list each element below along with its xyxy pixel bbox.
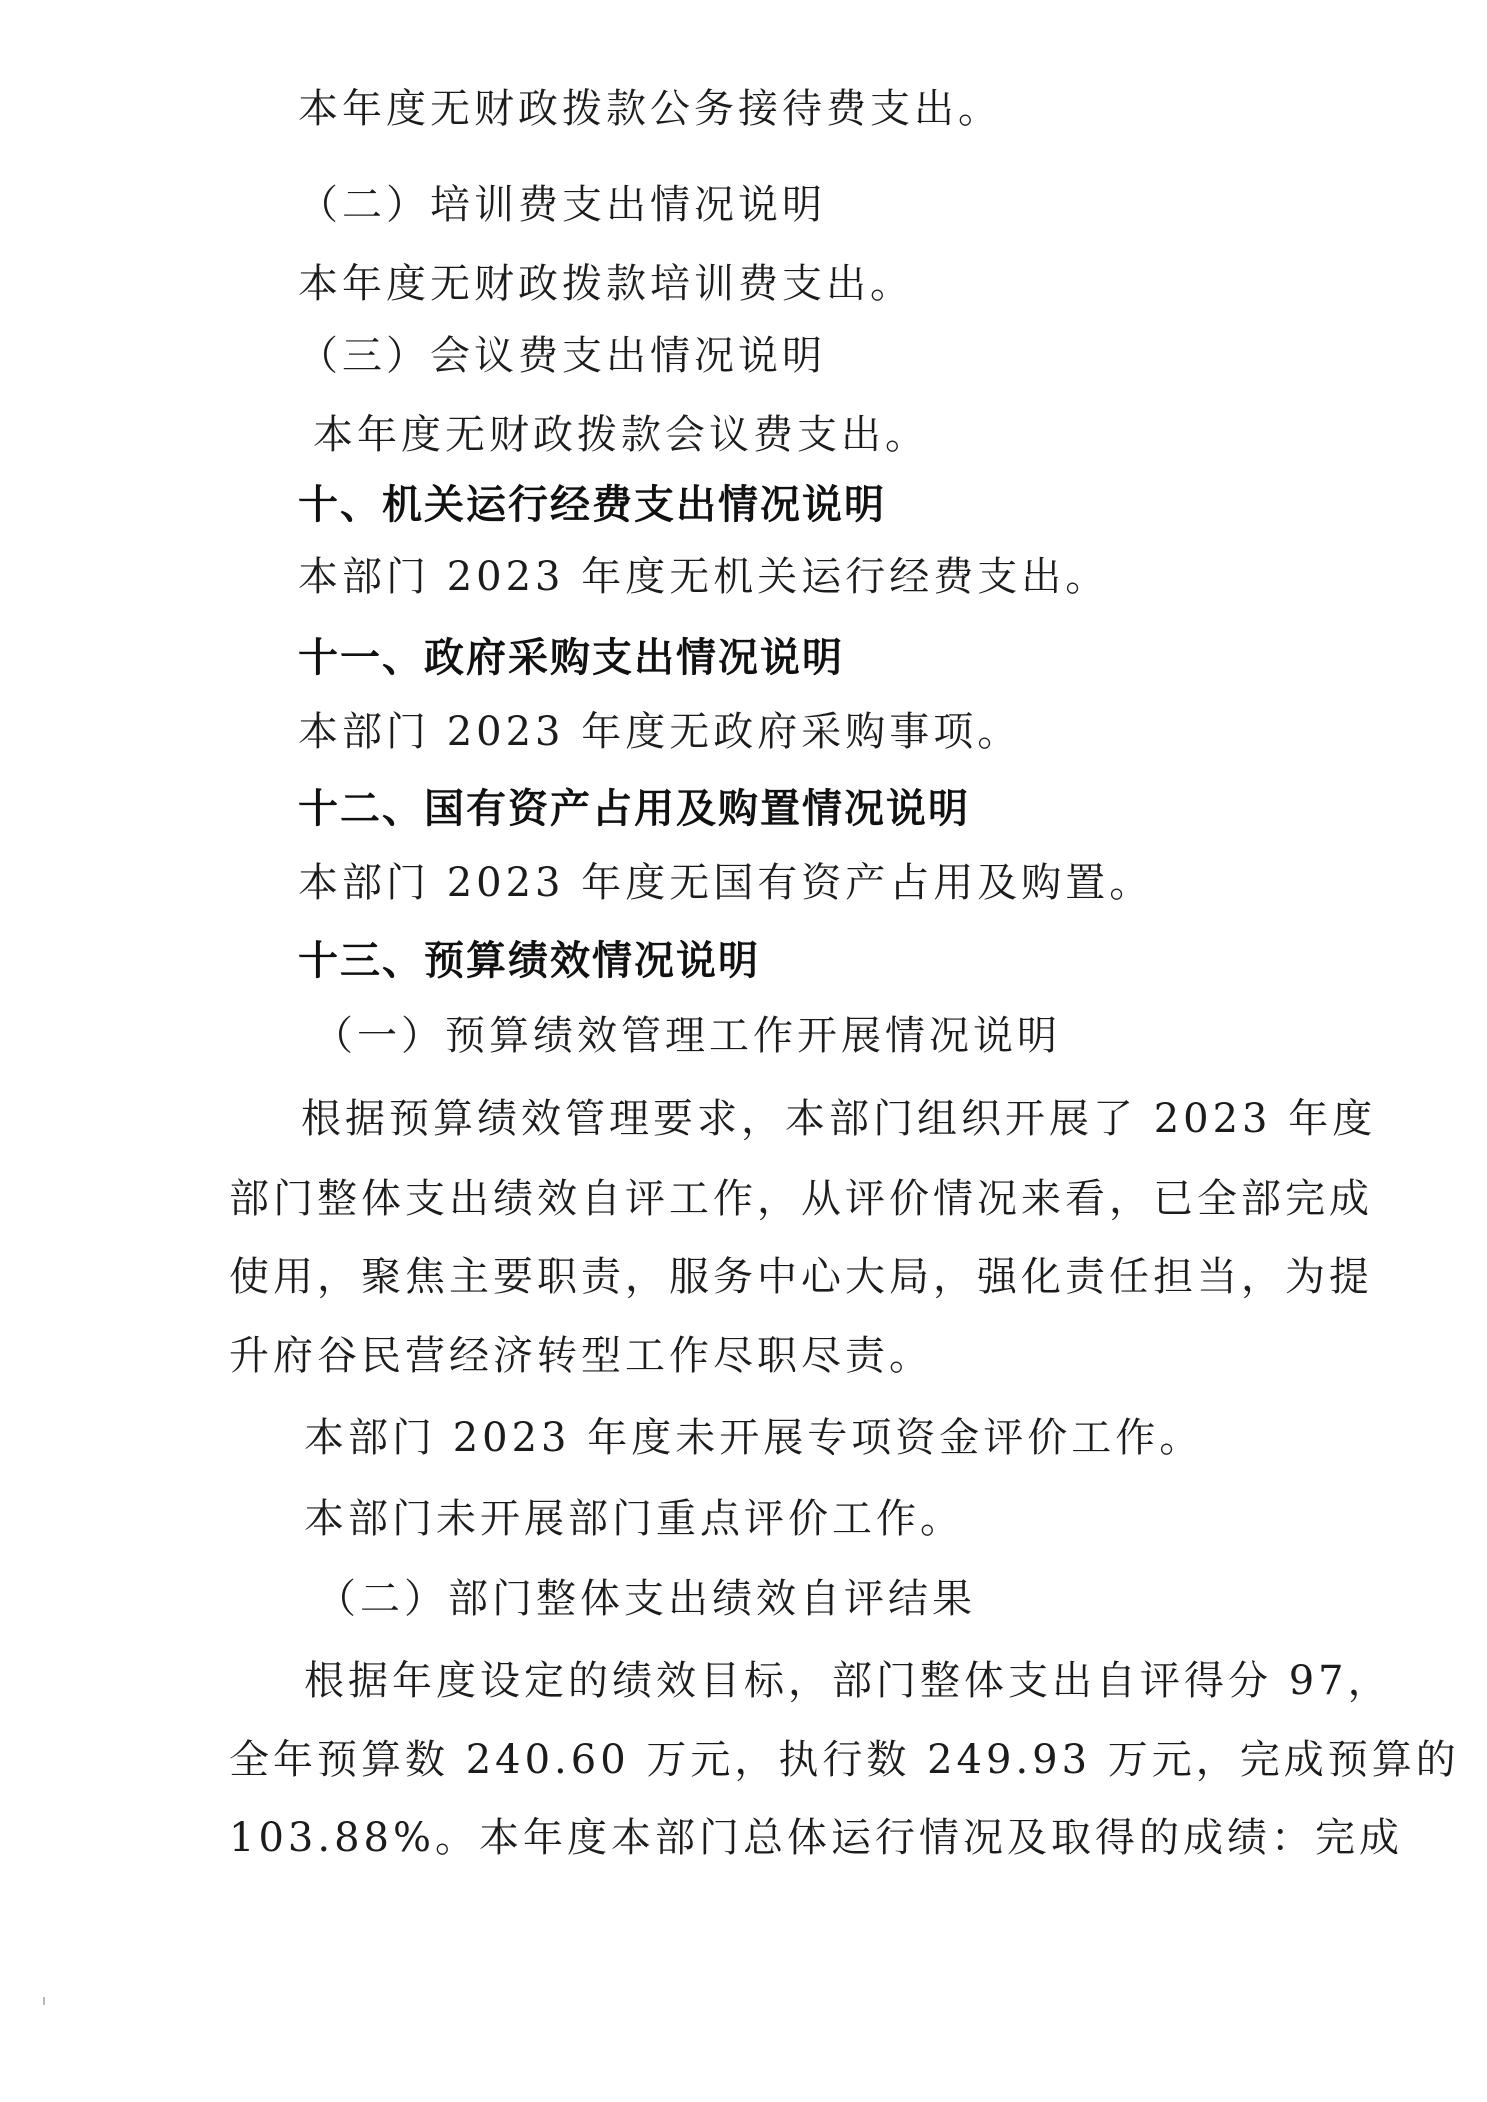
paragraph-line: 全年预算数 240.60 万元，执行数 249.93 万元，完成预算的 bbox=[229, 1737, 1460, 1783]
section-heading: 十、机关运行经费支出情况说明 bbox=[298, 482, 886, 528]
paragraph-line: 使用，聚焦主要职责，服务中心大局，强化责任担当，为提 bbox=[229, 1254, 1373, 1300]
subsection-heading: （二）部门整体支出绩效自评结果 bbox=[316, 1576, 976, 1622]
section-heading: 十二、国有资产占用及购置情况说明 bbox=[298, 786, 970, 832]
subsection-heading: （一）预算绩效管理工作开展情况说明 bbox=[313, 1013, 1061, 1059]
section-heading: 十一、政府采购支出情况说明 bbox=[298, 635, 844, 681]
paragraph-line: 根据年度设定的绩效目标，部门整体支出自评得分 97， bbox=[304, 1658, 1392, 1704]
subsection-heading: （二）培训费支出情况说明 bbox=[298, 182, 826, 228]
text-line: 本部门 2023 年度无政府采购事项。 bbox=[298, 709, 1022, 755]
paragraph-line: 升府谷民营经济转型工作尽职尽责。 bbox=[229, 1333, 933, 1379]
scan-mark bbox=[43, 1997, 45, 2005]
section-heading: 十三、预算绩效情况说明 bbox=[298, 938, 760, 984]
paragraph-line: 103.88%。本年度本部门总体运行情况及取得的成绩：完成 bbox=[229, 1815, 1403, 1861]
subsection-heading: （三）会议费支出情况说明 bbox=[298, 333, 826, 379]
text-line: 本年度无财政拨款培训费支出。 bbox=[298, 261, 914, 307]
text-line: 本部门 2023 年度无国有资产占用及购置。 bbox=[298, 860, 1154, 906]
paragraph-line: 部门整体支出绩效自评工作，从评价情况来看，已全部完成 bbox=[229, 1176, 1373, 1222]
text-line: 本年度无财政拨款公务接待费支出。 bbox=[298, 86, 1002, 132]
text-line: 本部门 2023 年度无机关运行经费支出。 bbox=[298, 554, 1110, 600]
paragraph-line: 根据预算绩效管理要求，本部门组织开展了 2023 年度 bbox=[301, 1096, 1377, 1142]
text-line: 本部门未开展部门重点评价工作。 bbox=[304, 1496, 964, 1542]
text-line: 本部门 2023 年度未开展专项资金评价工作。 bbox=[304, 1415, 1204, 1461]
text-line: 本年度无财政拨款会议费支出。 bbox=[313, 412, 929, 458]
